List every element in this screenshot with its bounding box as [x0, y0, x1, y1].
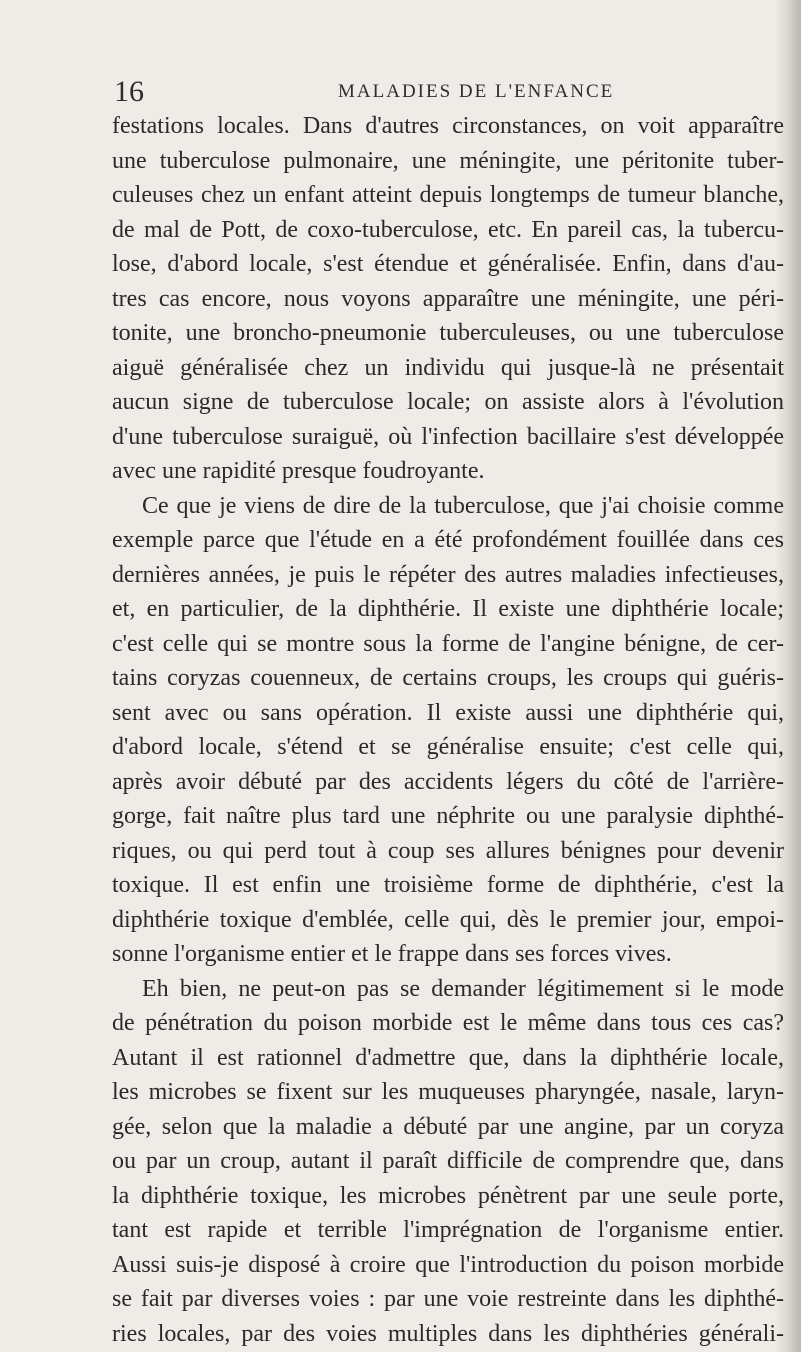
text-line: tains coryzas couenneux, de certains croups, les croups qui guéris-: [112, 665, 784, 691]
text-line: la diphthérie toxique, les microbes pénètrent par une seule porte,: [112, 1182, 784, 1209]
text-line: les microbes se fixent sur les muqueuses pharyngée, nasale, laryn-: [112, 1079, 784, 1105]
text-line: Ce que je viens de dire de la tuberculose, que j'ai choisie comme: [142, 492, 784, 519]
text-line: Eh bien, ne peut-on pas se demander légitimement si le mode: [142, 975, 784, 1002]
text-line: d'abord locale, s'étend et se généralise ensuite; c'est celle qui,: [112, 734, 784, 760]
text-line: aiguë généralisée chez un individu qui jusque-là ne présentait: [112, 354, 784, 381]
page-number: 16: [114, 75, 144, 108]
text-line: aucun signe de tuberculose locale; on assiste alors à l'évolution: [112, 389, 784, 415]
text-line: Aussi suis-je disposé à croire que l'introduction du poison morbide: [112, 1251, 784, 1278]
body-text: [112, 109, 784, 1351]
text-line: tant est rapide et terrible l'imprégnation de l'organisme entier.: [112, 1217, 784, 1243]
text-line: sent avec ou sans opération. Il existe aussi une diphthérie qui,: [112, 699, 784, 726]
text-line: lose, d'abord locale, s'est étendue et généralisée. Enfin, dans d'au-: [112, 251, 784, 277]
text-line: culeuses chez un enfant atteint depuis longtemps de tumeur blanche,: [112, 182, 784, 208]
text-line: diphthérie toxique d'emblée, celle qui, dès le premier jour, empoi-: [112, 906, 784, 933]
text-line: tres cas encore, nous voyons apparaître une méningite, une péri-: [112, 285, 784, 312]
text-line: et, en particulier, de la diphthérie. Il existe une diphthérie locale;: [112, 596, 784, 622]
text-line: Autant il est rationnel d'admettre que, dans la diphthérie locale,: [112, 1044, 784, 1071]
text-line: c'est celle qui se montre sous la forme de l'angine bénigne, de cer-: [112, 630, 784, 657]
text-line: de pénétration du poison morbide est le même dans tous ces cas?: [112, 1010, 784, 1036]
text-line: dernières années, je puis le répéter des autres maladies infectieuses,: [112, 561, 784, 588]
text-line: riques, ou qui perd tout à coup ses allures bénignes pour devenir: [112, 837, 784, 864]
text-line: toxique. Il est enfin une troisième forme de diphthérie, c'est la: [112, 872, 784, 898]
text-line: une tuberculose pulmonaire, une méningite, une péritonite tuber-: [112, 147, 784, 174]
text-line: ou par un croup, autant il paraît difficile de comprendre que, dans: [112, 1148, 784, 1174]
text-line: d'une tuberculose suraiguë, où l'infection bacillaire s'est développée: [112, 423, 784, 450]
running-head: [0, 72, 801, 112]
text-line: ries locales, par des voies multiples dans les diphthéries générali-: [112, 1320, 784, 1347]
text-line: après avoir débuté par des accidents légers du côté de l'arrière-: [112, 768, 784, 795]
text-line: festations locales. Dans d'autres circonstances, on voit apparaître: [112, 113, 784, 139]
text-line: se fait par diverses voies : par une voie restreinte dans les diphthé-: [112, 1286, 784, 1312]
text-line: gorge, fait naître plus tard une néphrite ou une paralysie diphthé-: [112, 803, 784, 829]
text-line: gée, selon que la maladie a débuté par une angine, par un coryza: [112, 1113, 784, 1140]
text-line: tonite, une broncho-pneumonie tuberculeuses, ou une tuberculose: [112, 320, 784, 346]
running-title: MALADIES DE L'ENFANCE: [338, 81, 615, 102]
text-line: de mal de Pott, de coxo-tuberculose, etc. En pareil cas, la tubercu-: [112, 216, 784, 243]
text-line: sonne l'organisme entier et le frappe dans ses forces vives.: [112, 941, 672, 967]
text-line: exemple parce que l'étude en a été profondément fouillée dans ces: [112, 527, 784, 553]
text-line: avec une rapidité presque foudroyante.: [112, 458, 485, 484]
